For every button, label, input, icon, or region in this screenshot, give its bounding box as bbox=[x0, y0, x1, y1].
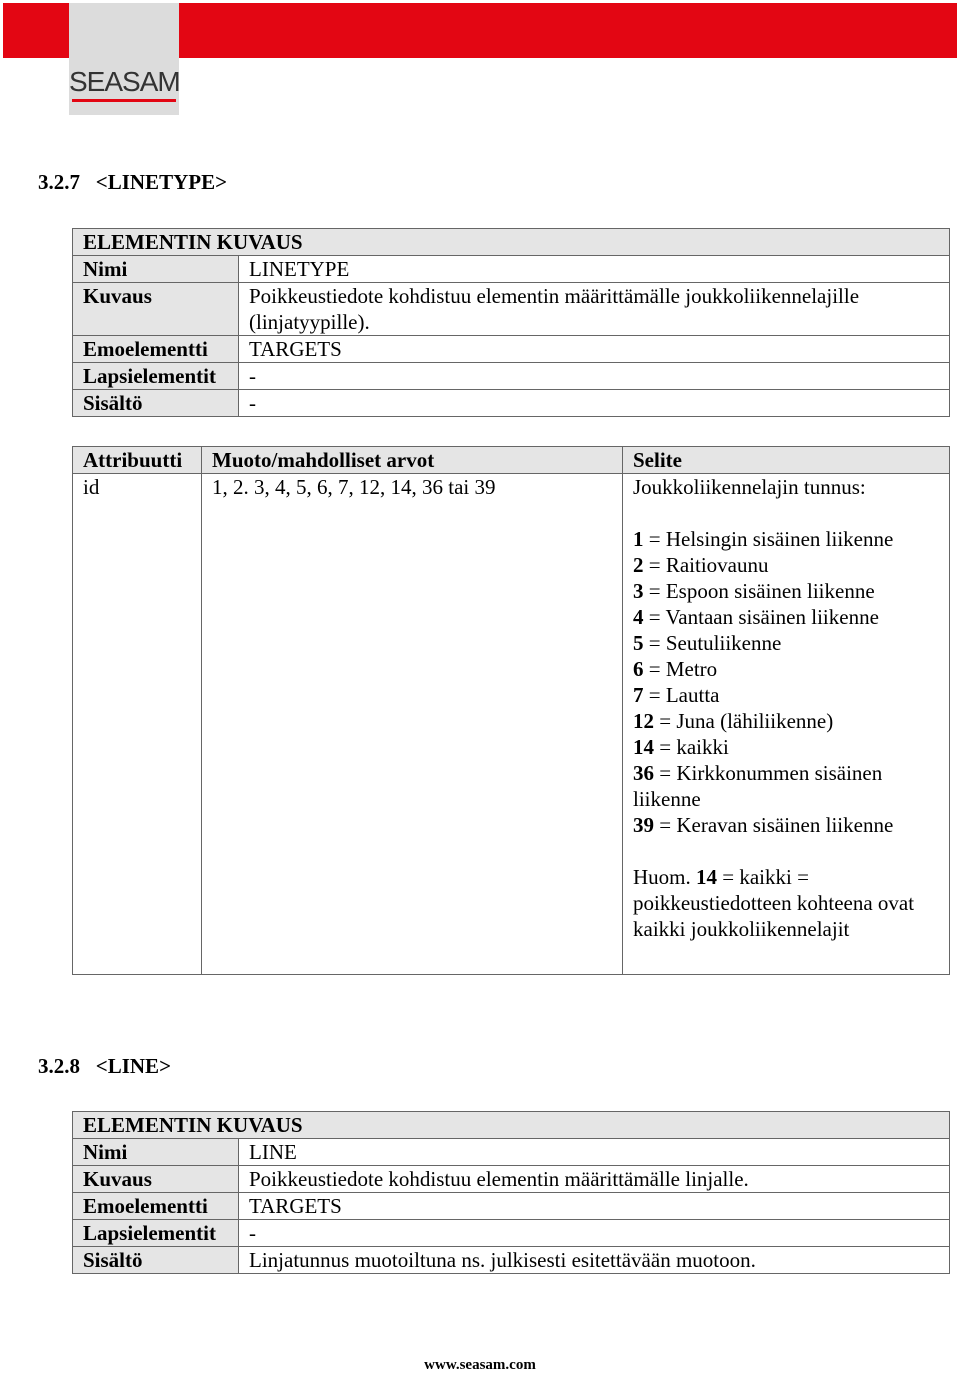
code-text: = Juna (lähiliikenne) bbox=[654, 709, 834, 733]
note-prefix: Huom. bbox=[633, 865, 696, 889]
row-label: Kuvaus bbox=[73, 1166, 239, 1193]
section-number: 3.2.7 bbox=[38, 170, 80, 194]
code-text: = Metro bbox=[643, 657, 718, 681]
section-title-linetype bbox=[38, 170, 227, 195]
table-row bbox=[73, 1139, 950, 1166]
list-item bbox=[633, 526, 939, 552]
code-text: = Seutuliikenne bbox=[643, 631, 782, 655]
list-item bbox=[633, 552, 939, 578]
code-text: = Helsingin sisäinen liikenne bbox=[643, 527, 894, 551]
logo-text: SEASAM bbox=[69, 66, 180, 97]
list-item bbox=[633, 578, 939, 604]
code-number: 1 bbox=[633, 527, 644, 551]
list-item bbox=[633, 734, 939, 760]
code-number: 7 bbox=[633, 683, 644, 707]
section-title-line bbox=[38, 1054, 171, 1079]
row-value: Poikkeustiedote kohdistuu elementin määrittämälle joukkoliikennelajille (linjatyypille). bbox=[239, 283, 950, 336]
description-note bbox=[633, 864, 939, 942]
row-value: Poikkeustiedote kohdistuu elementin määrittämälle linjalle. bbox=[239, 1166, 950, 1193]
code-number: 5 bbox=[633, 631, 644, 655]
attr-description bbox=[623, 474, 950, 975]
row-value: TARGETS bbox=[239, 336, 950, 363]
attr-values: 1, 2. 3, 4, 5, 6, 7, 12, 14, 36 tai 39 bbox=[202, 474, 623, 975]
table-row bbox=[73, 1193, 950, 1220]
code-text: = Vantaan sisäinen liikenne bbox=[643, 605, 879, 629]
section-element: <LINE> bbox=[95, 1054, 172, 1078]
code-number: 39 bbox=[633, 813, 654, 837]
code-number: 14 bbox=[633, 735, 654, 759]
code-text: = Raitiovaunu bbox=[643, 553, 769, 577]
table-row bbox=[73, 1166, 950, 1193]
code-number: 3 bbox=[633, 579, 644, 603]
code-text: = Keravan sisäinen liikenne bbox=[654, 813, 894, 837]
list-item bbox=[633, 708, 939, 734]
table-row bbox=[73, 363, 950, 390]
row-value: - bbox=[239, 363, 950, 390]
row-value: - bbox=[239, 390, 950, 417]
code-text: = Espoon sisäinen liikenne bbox=[643, 579, 875, 603]
code-number: 12 bbox=[633, 709, 654, 733]
list-item bbox=[633, 656, 939, 682]
code-text: = kaikki bbox=[654, 735, 729, 759]
description-intro: Joukkoliikennelajin tunnus: bbox=[633, 475, 866, 499]
row-value: LINETYPE bbox=[239, 256, 950, 283]
row-value: TARGETS bbox=[239, 1193, 950, 1220]
element-table-header: ELEMENTIN KUVAUS bbox=[73, 1112, 950, 1139]
table-row bbox=[73, 390, 950, 417]
logo-underline bbox=[72, 99, 176, 102]
attr-name: id bbox=[73, 474, 202, 975]
seasam-logo bbox=[69, 3, 179, 115]
row-label: Sisältö bbox=[73, 1247, 239, 1274]
row-value: Linjatunnus muotoiltuna ns. julkisesti esitettävään muotoon. bbox=[239, 1247, 950, 1274]
footer-url: www.seasam.com bbox=[424, 1357, 536, 1373]
element-table-line bbox=[72, 1111, 950, 1274]
row-label: Emoelementti bbox=[73, 336, 239, 363]
attribute-table-linetype bbox=[72, 446, 950, 975]
list-item bbox=[633, 760, 939, 812]
row-label: Nimi bbox=[73, 1139, 239, 1166]
table-row bbox=[73, 1247, 950, 1274]
row-label: Nimi bbox=[73, 256, 239, 283]
element-table-linetype bbox=[72, 228, 950, 417]
code-number: 36 bbox=[633, 761, 654, 785]
row-value: LINE bbox=[239, 1139, 950, 1166]
row-value: - bbox=[239, 1220, 950, 1247]
section-element: <LINETYPE> bbox=[95, 170, 228, 194]
element-table-header: ELEMENTIN KUVAUS bbox=[73, 229, 950, 256]
list-item bbox=[633, 604, 939, 630]
row-label: Lapsielementit bbox=[73, 1220, 239, 1247]
list-item bbox=[633, 812, 939, 838]
table-row bbox=[73, 1220, 950, 1247]
code-number: 4 bbox=[633, 605, 644, 629]
note-code: 14 bbox=[696, 865, 717, 889]
table-row bbox=[73, 256, 950, 283]
section-number: 3.2.8 bbox=[38, 1054, 80, 1078]
row-label: Sisältö bbox=[73, 390, 239, 417]
attr-header-values: Muoto/mahdolliset arvot bbox=[202, 447, 623, 474]
list-item bbox=[633, 682, 939, 708]
attr-header-description: Selite bbox=[623, 447, 950, 474]
row-label: Kuvaus bbox=[73, 283, 239, 336]
attr-header-attribute: Attribuutti bbox=[73, 447, 202, 474]
list-item bbox=[633, 630, 939, 656]
code-number: 2 bbox=[633, 553, 644, 577]
code-text: = Lautta bbox=[643, 683, 720, 707]
code-list bbox=[633, 500, 939, 838]
code-number: 6 bbox=[633, 657, 644, 681]
code-text: = Kirkkonummen sisäinen liikenne bbox=[633, 761, 883, 811]
row-label: Lapsielementit bbox=[73, 363, 239, 390]
table-row bbox=[73, 336, 950, 363]
note-text: = kaikki = poikkeustiedotteen kohteena ovat kaikki joukkoliikennelajit bbox=[633, 865, 915, 941]
row-label: Emoelementti bbox=[73, 1193, 239, 1220]
table-row bbox=[73, 283, 950, 336]
table-row bbox=[73, 474, 950, 975]
